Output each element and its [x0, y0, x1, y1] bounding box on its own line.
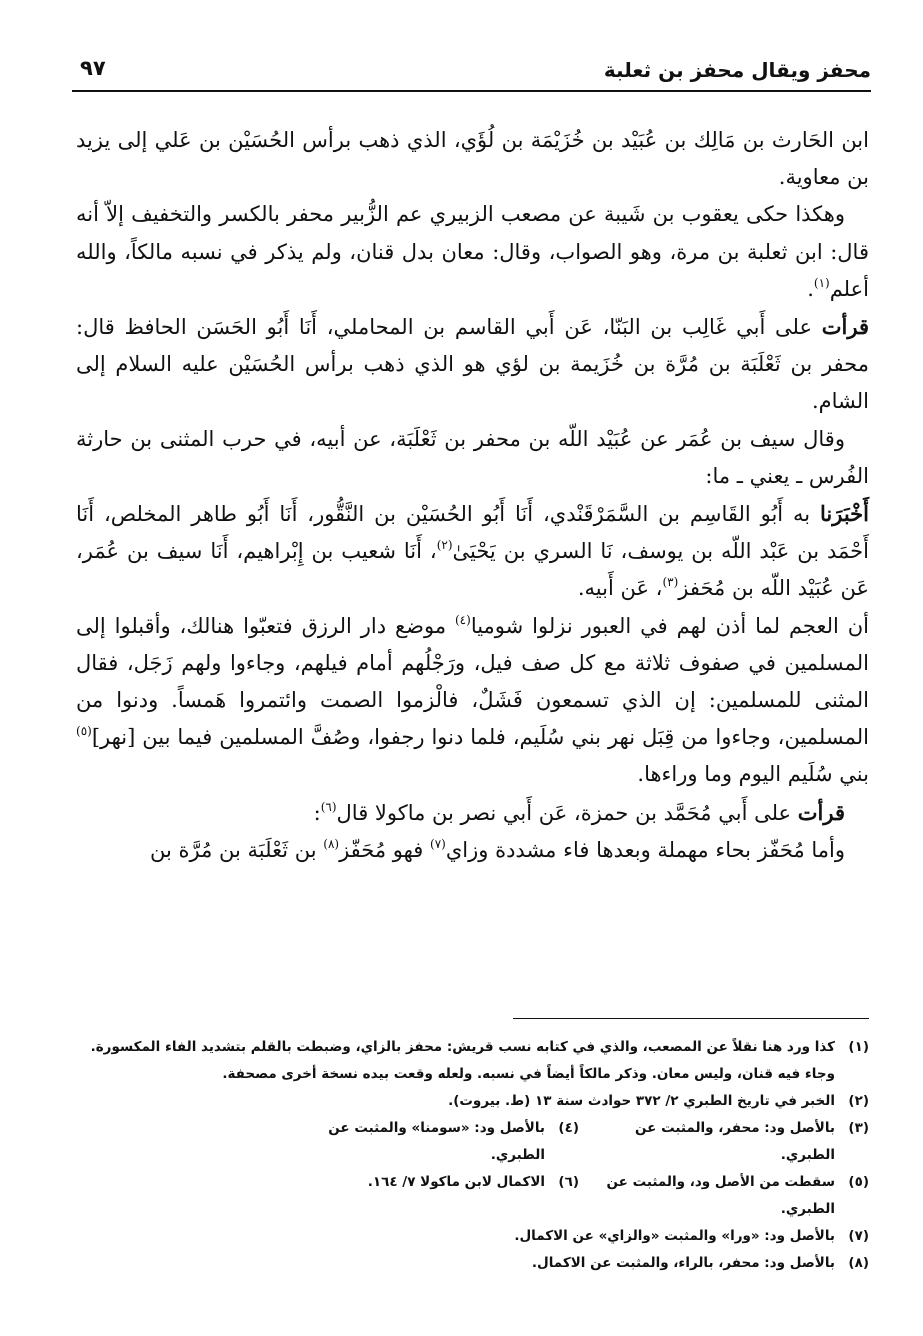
footnote-5-number: (٥) [848, 1174, 869, 1190]
footnote-2-text: الخبر في تاريخ الطبري ٢/ ٣٧٢ حوادث سنة ١٣ (ط. بيروت). [448, 1093, 835, 1109]
footnote-7-text: بالأصل ود: «ورا» والمثبت «والزاي» عن الاكمال. [514, 1228, 835, 1244]
footnote-2 [60, 1088, 869, 1115]
paragraph-6 [76, 608, 869, 794]
paragraph-3-text: على أَبي غَالِب بن البَنّا، عَن أَبي القاسم بن المحاملي، أَنَا أَبُو الحَسَن الحافظ قال: محفر بن ثَعْلَبَة بن مُرَّة بن خُزَيمة بن لؤي هو الذي ذهب برأس الحُسَيْن عليه السلام إلى الشام. [76, 315, 869, 414]
paragraph-7-text: على أَبي مُحَمَّد بن حمزة، عَن أَبي نصر بن ماكولا قال [336, 800, 798, 825]
footnote-ref-6[interactable]: (٦) [320, 799, 337, 814]
footnote-6-text: الاكمال لابن ماكولا ٧/ ١٦٤. [367, 1174, 545, 1190]
footnote-7-number: (٧) [848, 1228, 869, 1244]
footnote-ref-1[interactable]: (١) [813, 275, 830, 290]
footnote-3-number: (٣) [848, 1120, 869, 1136]
paragraph-7-lead: قرأت [797, 799, 845, 825]
footnote-4-text: بالأصل ود: «سومنا» والمثبت عن الطبري. [328, 1120, 545, 1163]
footnote-8 [60, 1250, 869, 1277]
footnote-row-3-4 [60, 1115, 869, 1169]
paragraph-7-end: : [313, 800, 321, 825]
paragraph-1 [76, 122, 869, 196]
paragraph-2-text: وهكذا حكى يعقوب بن شَيبة عن مصعب الزبيري عم الزُّبير محفر بالكسر والتخفيف إلاّ أنه قال: ابن ثعلبة بن مرة، وهو الصواب، وقال: معان بدل قنان، ولم يذكر في نسبه مالكاً، والله أعلم [76, 202, 869, 301]
paragraph-3-lead: قرأت [821, 314, 869, 340]
paragraph-4-text: وقال سيف بن عُمَر عن عُبَيْد اللّه بن محفر بن ثَعْلَبَة، عن أبيه، في حرب المثنى بن حارثة الفُرس ـ يعني ـ ما: [76, 426, 869, 488]
page-header [72, 50, 871, 92]
footnote-6-number: (٦) [558, 1174, 579, 1190]
paragraph-7 [76, 794, 869, 832]
footnote-1-text: كذا ورد هنا نقلاً عن المصعب، والذي في كتابه نسب قريش: محفز بالزاي، وضبطت بالقلم بتشديد الفاء المكسورة. وجاء فيه قنان، وليس معان. وذكر مالكاً أيضاً في نسبه. ولعله وقعت بيده نسخة أخرى مصحفة. [90, 1039, 835, 1082]
footnote-ref-7[interactable]: (٧) [430, 836, 446, 851]
footnote-ref-4[interactable]: (٤) [454, 612, 471, 627]
footnote-row-5-6 [60, 1169, 869, 1223]
paragraph-8-text-b: فهو مُحَفّز [339, 837, 431, 862]
paragraph-6-text-b: موضع دار الرزق فتعبّوا هنالك، وأقبلوا إلى المسلمين في صفوف ثلاثة مع كل صف فيل، ورَجْلُهم أمام فيلهم، وجاءوا ولهم زَجَل، فقال المثنى للمسلمين: إن الذي تسمعون فَشَلٌ، فالْزموا الصمت وائتمروا هَمساً. ودنوا من المسلمين، وجاءوا من قِبَل نهر بني سُلَيم، فلما دنوا رجفوا، وصُفَّ المسلمين فيما بين [نهر] [76, 613, 869, 750]
footnote-ref-3[interactable]: (٣) [662, 575, 679, 590]
paragraph-8-text-a: وأما مُحَفّز بحاء مهملة وبعدها فاء مشددة وزاي [445, 837, 845, 862]
footnote-ref-8[interactable]: (٨) [323, 836, 340, 851]
footnote-ref-5[interactable]: (٥) [76, 724, 92, 739]
paragraph-4 [76, 421, 869, 495]
footnote-4-number: (٤) [558, 1120, 579, 1136]
paragraph-5-text-b: ، أَنَا شعيب بن إِبْراهيم، أَنَا سيف بن عُمَر، عَن عُبَيْد اللّه بن مُحَفز [76, 539, 869, 601]
paragraph-6-text-a: أن العجم لما أذن لهم في العبور نزلوا شوميا [470, 613, 869, 638]
footnote-divider [513, 1018, 869, 1019]
paragraph-5-lead: أَخْبَرَنا [820, 501, 869, 527]
page-number: ٩٧ [80, 56, 106, 80]
paragraph-2-end: . [807, 276, 814, 301]
paragraph-5 [76, 495, 869, 608]
footnote-7 [60, 1223, 869, 1250]
footnote-2-number: (٢) [848, 1093, 869, 1109]
footnote-3-text: بالأصل ود: محفر، والمثبت عن الطبري. [635, 1120, 835, 1163]
running-title: محفز ويقال محفز بن ثعلبة [603, 58, 871, 82]
paragraph-1-text: ابن الحَارث بن مَالِك بن عُبَيْد بن خُزَيْمَة بن لُؤَي، الذي ذهب برأس الحُسَيْن بن عَلي إلى يزيد بن معاوية. [76, 128, 869, 190]
paragraph-8-text-c: بن ثَعْلَبَة بن مُرَّة بن [150, 837, 324, 862]
paragraph-3 [76, 308, 869, 421]
paragraph-5-text-a: به أَبُو القَاسِم بن السَّمَرْقَنْدي، أَنَا أَبُو الحُسَيْن بن النَّقُّور، أَنَا أَبُو طاهر المخلص، أَنَا أَحْمَد بن عَبْد اللّه بن يوسف، نَا السري بن يَحْيَىٰ [76, 502, 869, 564]
footnote-8-text: بالأصل ود: محفر، بالراء، والمثبت عن الاكمال. [531, 1255, 835, 1271]
footnote-ref-2[interactable]: (٢) [436, 538, 453, 553]
footnotes [60, 1034, 869, 1277]
paragraph-8 [76, 832, 869, 869]
paragraph-2 [76, 196, 869, 308]
main-text [76, 122, 869, 869]
footnote-1-number: (١) [848, 1039, 869, 1055]
footnote-5-text: سقطت من الأصل ود، والمثبت عن الطبري. [606, 1174, 835, 1217]
paragraph-6-text-c: بني سُلَيم اليوم وما وراءها. [637, 762, 869, 787]
footnote-8-number: (٨) [848, 1255, 869, 1271]
paragraph-5-text-c: ، عَن أَبيه. [577, 576, 663, 601]
footnote-1 [60, 1034, 869, 1088]
